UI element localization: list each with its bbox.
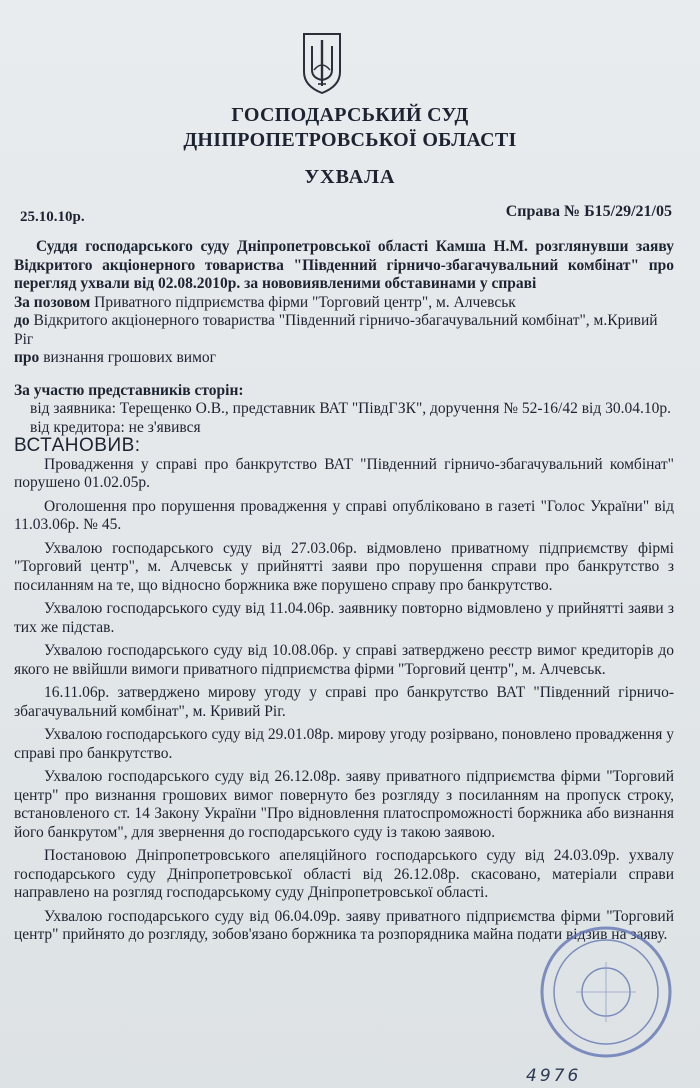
creditor-representative: від кредитора: не з'явився [30, 418, 201, 436]
subject-value: визнання грошових вимог [43, 349, 217, 366]
body-paragraph: Ухвалою господарського суду від 27.03.06р. відмовлено приватному підприємству фірмі "Торговий центр", м. Алчевськ у прийнятті заяви про порушення справи про банкрутство з посиланням на те, що відносно боржника вже порушено справу про банкрутство. [14, 539, 674, 594]
claim-label: За позовом [14, 293, 91, 311]
intro-paragraph: Суддя господарського суду Дніпропетровської області Камша Н.М. розглянувши заяву Відкритого акціонерного товариства "Південний гірничо-збагачувальний комбінат" про перегляд ухвали від 02.08.2010р. за нововиявленими обставинами у справі [14, 238, 674, 292]
body-paragraph: Ухвалою господарського суду від 10.08.06р. у справі затверджено реєстр вимог кредиторів до якого не ввійшли вимоги приватного підприємства фірми "Торговий центр", м. Алчевськ. [14, 642, 674, 678]
document-body [14, 238, 674, 950]
defendant-line [14, 312, 674, 349]
court-name-line2: ДНІПРОПЕТРОВСЬКОЇ ОБЛАСТІ [183, 129, 517, 151]
body-paragraph: Ухвалою господарського суду від 29.01.08р. мирову угоду розірвано, поновлено провадження у справі про банкрутство. [14, 726, 674, 762]
subject-line [14, 349, 674, 368]
court-stamp [536, 922, 676, 1062]
trident-emblem-icon [300, 30, 344, 96]
defendant-label: до [14, 312, 30, 329]
body-paragraph: Постановою Дніпропетровського апеляційного господарського суду від 24.03.09р. ухвалу господарського суду Дніпропетровської області від 26.12.08р. скасовано, матеріали справи направлено на розгляд господарському суду Дніпропетровської області. [14, 847, 674, 901]
claim-value: Приватного підприємства фірми "Торговий центр", м. Алчевськ [94, 293, 516, 311]
applicant-representative: від заявника: Терещенко О.В., представник ВАТ "ПівдГЗК", доручення № 52-16/42 від 30.04.10р. [30, 400, 672, 417]
handwritten-number: 4976 [526, 1066, 582, 1086]
claim-line [14, 294, 674, 313]
document-date: 25.10.10р. [20, 209, 85, 225]
body-paragraph: Ухвалою господарського суду від 06.04.09р. заяву приватного підприємства фірми "Торговий центр" прийнято до розгляду, зобов'язано боржника та розпорядника майна подати відзив на заяву. [14, 907, 674, 943]
body-paragraph: Оголошення про порушення провадження у справі опубліковано в газеті "Голос України" від 11.03.06р. № 45. [14, 497, 674, 533]
ruling-heading: ВСТАНОВИВ: [14, 435, 141, 456]
document-title: УХВАЛА [304, 166, 396, 188]
defendant-value: Відкритого акціонерного товариства "Південний гірничо-збагачувальний комбінат", м.Кривий Ріг [14, 312, 658, 348]
body-paragraph: Ухвалою господарського суду від 26.12.08р. заяву приватного підприємства фірми "Торговий центр" про визнання грошових вимог повернуто без розгляду з посиланням на пропуск строку, встановленого ст. 14 Закону України "Про відновлення платоспроможності боржника або визнання його банкрутом", для звернення до господарського суду із такою заявою. [14, 768, 674, 841]
representatives-heading: За участю представників сторін: [14, 381, 244, 399]
body-paragraph: Ухвалою господарського суду від 11.04.06р. заявнику повторно відмовлено у прийнятті заяви з тих же підстав. [14, 600, 674, 636]
body-paragraph: 16.11.06р. затверджено мирову угоду у справі про банкрутство ВАТ "Південний гірничо-збагачувальний комбінат", м. Кривий Ріг. [14, 684, 674, 720]
court-name-line1: ГОСПОДАРСЬКИЙ СУД [231, 104, 469, 126]
body-paragraph: Провадження у справі про банкрутство ВАТ "Південний гірничо-збагачувальний комбінат" порушено 01.02.05р. [14, 455, 674, 491]
subject-label: про [14, 349, 40, 366]
case-number: Справа № Б15/29/21/05 [505, 203, 672, 220]
